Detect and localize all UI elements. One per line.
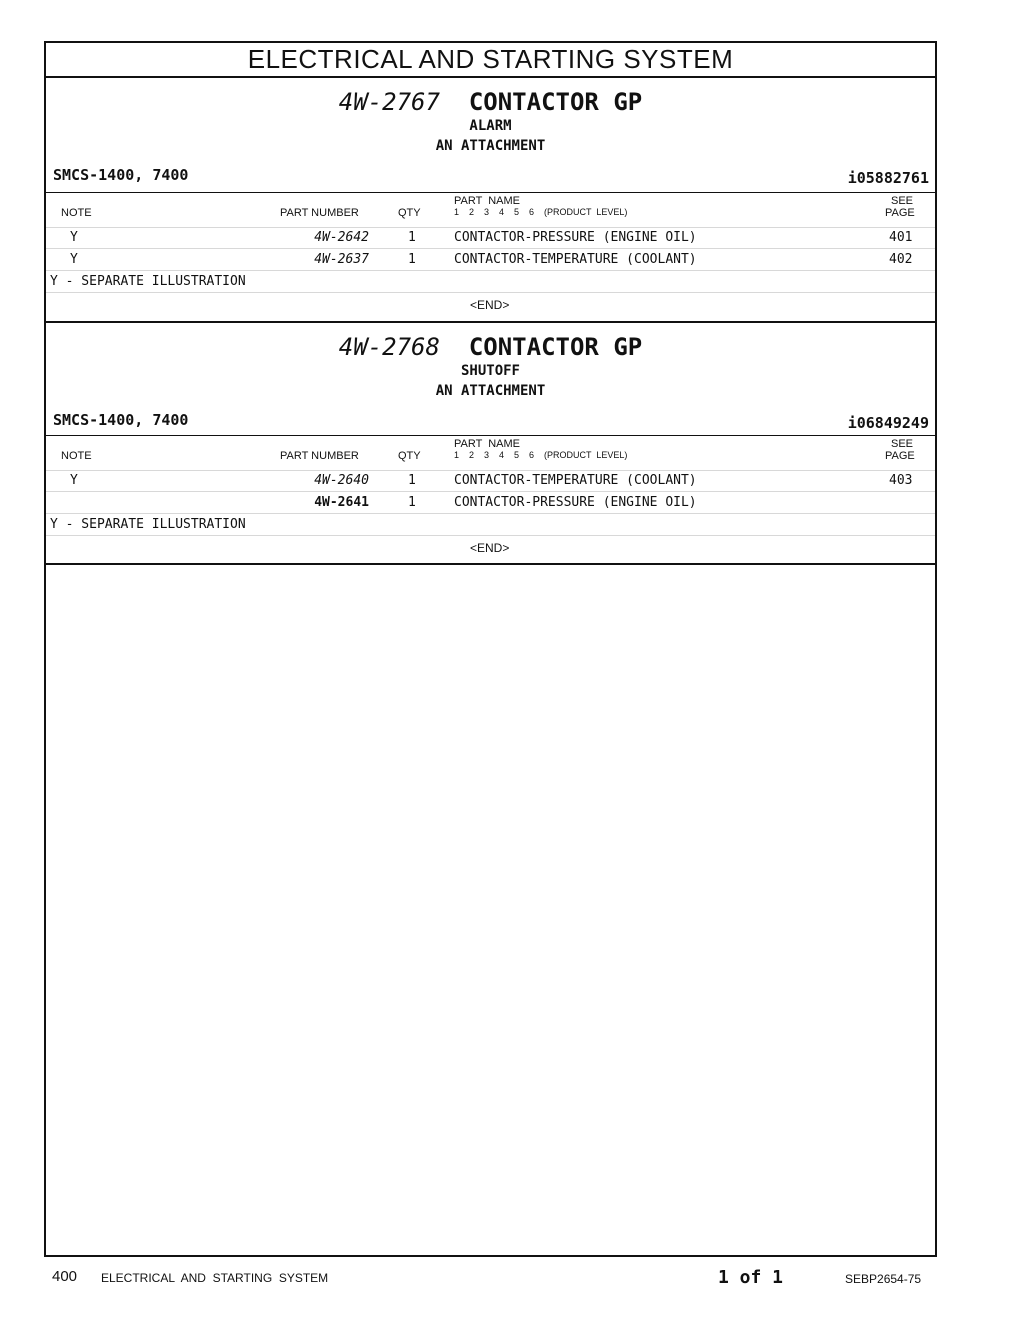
row-part-number[interactable]: 4W-2640	[314, 473, 369, 488]
row-part-name: CONTACTOR-PRESSURE (ENGINE OIL)	[454, 495, 697, 510]
group-title	[46, 88, 935, 116]
table-row[interactable]	[46, 249, 935, 271]
col-page: PAGE	[885, 207, 915, 219]
section-title: ELECTRICAL AND STARTING SYSTEM	[46, 43, 935, 78]
col-product-levels: 1 2 3 4 5 6 (PRODUCT LEVEL)	[454, 450, 628, 460]
row-note: Y	[70, 230, 78, 245]
row-see-page[interactable]: 402	[889, 252, 913, 267]
row-qty: 1	[408, 230, 416, 245]
legend-text: Y - SEPARATE ILLUSTRATION	[50, 517, 246, 532]
document-id: SEBP2654-75	[845, 1272, 922, 1286]
legend-text: Y - SEPARATE ILLUSTRATION	[50, 274, 246, 289]
col-qty: QTY	[398, 207, 421, 219]
row-part-number[interactable]: 4W-2642	[314, 230, 369, 245]
end-row	[46, 536, 935, 557]
smcs-code: SMCS-1400, 7400	[53, 166, 189, 184]
row-qty: 1	[408, 252, 416, 267]
column-header	[46, 435, 935, 471]
col-part-name: PART NAME	[454, 438, 521, 450]
row-note: Y	[70, 473, 78, 488]
end-marker: <END>	[470, 298, 510, 312]
group-attachment-note: AN ATTACHMENT	[435, 383, 546, 399]
row-part-number[interactable]: 4W-2637	[314, 252, 369, 267]
group-part-number[interactable]: 4W-2767	[338, 88, 440, 116]
legend-row	[46, 514, 935, 536]
row-part-name: CONTACTOR-TEMPERATURE (COOLANT)	[454, 473, 697, 488]
page-number: 400	[52, 1268, 78, 1285]
row-note: Y	[70, 252, 78, 267]
smcs-code: SMCS-1400, 7400	[53, 411, 189, 429]
group-subtitle: ALARM	[469, 118, 512, 134]
col-part-number: PART NUMBER	[280, 207, 359, 219]
col-page: PAGE	[885, 450, 915, 462]
col-see: SEE	[891, 438, 914, 450]
group-4w-2767	[46, 78, 935, 323]
col-see: SEE	[891, 195, 914, 207]
table-row[interactable]	[46, 227, 935, 249]
row-qty: 1	[408, 473, 416, 488]
col-part-name: PART NAME	[454, 195, 521, 207]
col-note: NOTE	[61, 450, 92, 462]
end-row	[46, 293, 935, 314]
group-attachment-note: AN ATTACHMENT	[435, 138, 546, 154]
row-qty: 1	[408, 495, 416, 510]
parts-page-frame	[44, 41, 937, 1257]
row-see-page[interactable]: 403	[889, 473, 913, 488]
illustration-id: i05882761	[847, 169, 929, 187]
group-name: CONTACTOR GP	[468, 333, 643, 361]
end-marker: <END>	[470, 541, 510, 555]
legend-row	[46, 271, 935, 293]
col-product-levels: 1 2 3 4 5 6 (PRODUCT LEVEL)	[454, 207, 628, 217]
col-part-number: PART NUMBER	[280, 450, 359, 462]
row-see-page[interactable]: 401	[889, 230, 913, 245]
group-name: CONTACTOR GP	[468, 88, 643, 116]
col-qty: QTY	[398, 450, 421, 462]
row-part-name: CONTACTOR-PRESSURE (ENGINE OIL)	[454, 230, 697, 245]
illustration-id: i06849249	[847, 414, 929, 432]
group-4w-2768	[46, 323, 935, 565]
row-part-number[interactable]: 4W-2641	[314, 495, 369, 510]
page-count: 1 of 1	[718, 1267, 784, 1288]
footer-section: ELECTRICAL AND STARTING SYSTEM	[101, 1271, 329, 1285]
page-footer	[0, 1266, 1020, 1290]
group-part-number[interactable]: 4W-2768	[338, 333, 440, 361]
table-row[interactable]	[46, 492, 935, 514]
table-row[interactable]	[46, 470, 935, 492]
group-title	[46, 333, 935, 361]
column-header	[46, 192, 935, 228]
row-part-name: CONTACTOR-TEMPERATURE (COOLANT)	[454, 252, 697, 267]
col-note: NOTE	[61, 207, 92, 219]
group-subtitle: SHUTOFF	[460, 363, 520, 379]
